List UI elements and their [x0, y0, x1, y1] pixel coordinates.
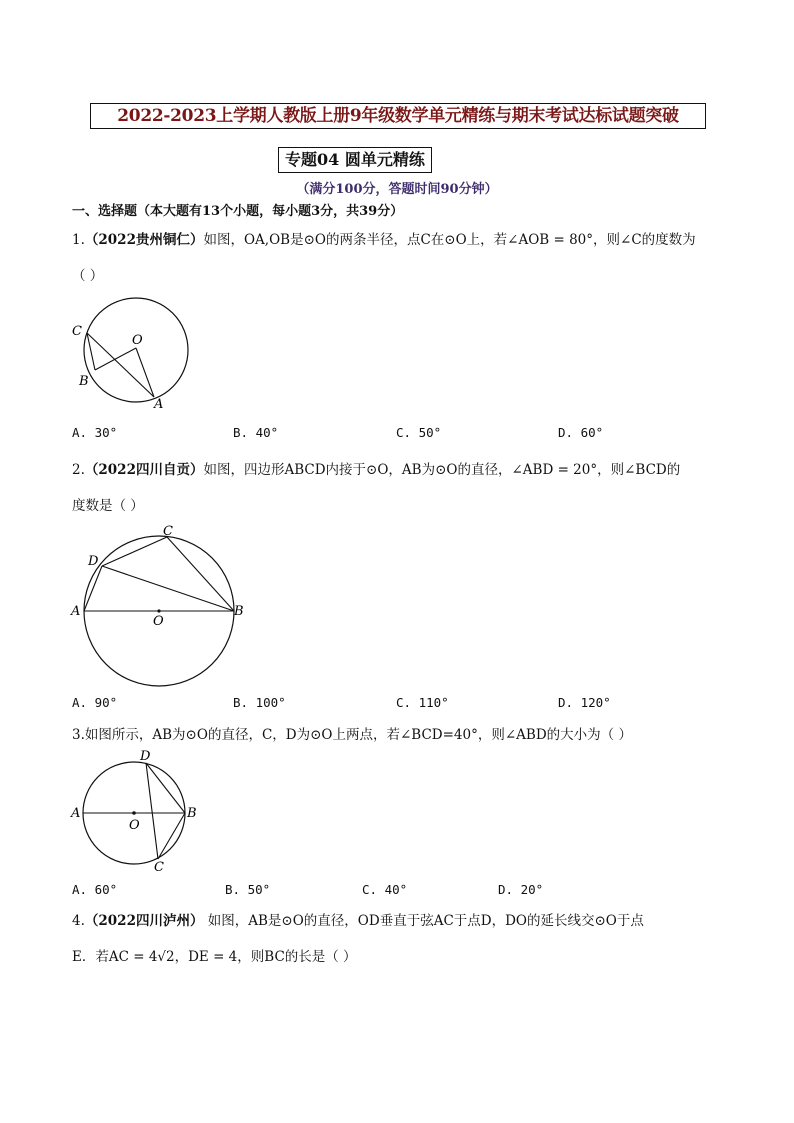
- label-a: A: [154, 397, 164, 411]
- chord-ca: [87, 333, 154, 397]
- q2-option-d[interactable]: D. 120°: [558, 695, 611, 710]
- label-o: O: [153, 614, 164, 629]
- question-number: 1.: [72, 232, 85, 248]
- question-text: 如图，AB是⊙O的直径，OD垂直于弦AC于点D，DO的延长线交⊙O于点: [203, 913, 644, 929]
- label-d: D: [88, 554, 99, 569]
- q3-option-a[interactable]: A. 60°: [72, 882, 118, 897]
- q1-option-b[interactable]: B. 40°: [233, 425, 279, 440]
- question-1-line-1: [72, 231, 696, 249]
- label-d: D: [140, 749, 151, 764]
- q1-option-a[interactable]: A. 30°: [72, 425, 118, 440]
- question-source: （2022贵州铜仁）: [84, 232, 204, 248]
- radius-ob: [95, 348, 136, 370]
- label-c: C: [163, 524, 173, 539]
- q1-option-d[interactable]: D. 60°: [558, 425, 604, 440]
- center-point: [132, 811, 136, 815]
- question-source: （2022四川泸州）: [84, 913, 204, 929]
- exam-note: （满分100分，答题时间90分钟）: [296, 182, 498, 197]
- question-1-figure: [70, 296, 200, 411]
- label-a: A: [71, 604, 81, 619]
- question-number: 4.: [72, 913, 85, 929]
- q3-option-d[interactable]: D. 20°: [498, 882, 544, 897]
- question-4-line-1: [72, 912, 644, 930]
- question-text: 如图所示，AB为⊙O的直径，C，D为⊙O上两点，若∠BCD=40°，则∠ABD的大小为（ ）: [84, 727, 632, 743]
- document-subtitle: 专题04 圆单元精练: [278, 147, 432, 173]
- question-text: 如图，OA,OB是⊙O的两条半径，点C在⊙O上，若∠AOB = 80°，则∠C的度数为: [203, 232, 696, 248]
- q1-option-c[interactable]: C. 50°: [396, 425, 442, 440]
- question-2-figure: [68, 520, 253, 690]
- label-o: O: [132, 333, 143, 348]
- center-point: [157, 609, 160, 612]
- document-main-title: 2022-2023上学期人教版上册9年级数学单元精练与期末考试达标试题突破: [90, 103, 706, 129]
- question-4-line-2: E．若AC = 4√2，DE = 4，则BC的长是（ ）: [72, 949, 357, 965]
- q2-option-a[interactable]: A. 90°: [72, 695, 118, 710]
- circle-o: [84, 298, 188, 402]
- question-3-line-1: [72, 726, 632, 744]
- label-b: B: [187, 806, 197, 821]
- question-1-line-2: （ ）: [72, 268, 104, 284]
- radius-oa: [136, 348, 154, 397]
- label-a: A: [71, 806, 81, 821]
- question-source: （2022四川自贡）: [84, 462, 204, 478]
- q3-option-c[interactable]: C. 40°: [362, 882, 408, 897]
- q2-option-c[interactable]: C. 110°: [396, 695, 449, 710]
- label-b: B: [79, 374, 89, 389]
- q2-option-b[interactable]: B. 100°: [233, 695, 286, 710]
- question-text: 如图，四边形ABCD内接于⊙O，AB为⊙O的直径，∠ABD = 20°，则∠BCD的: [203, 462, 681, 478]
- section-title: 一、选择题（本大题有13个小题，每小题3分，共39分）: [72, 204, 404, 219]
- question-number: 3.: [72, 727, 85, 743]
- question-3-figure: [68, 745, 203, 875]
- label-c: C: [72, 324, 82, 339]
- question-number: 2.: [72, 462, 85, 478]
- label-b: B: [234, 604, 244, 619]
- label-c: C: [154, 860, 164, 875]
- chord-ad: [84, 566, 102, 611]
- chord-cb: [158, 813, 185, 859]
- label-o: O: [129, 818, 140, 833]
- question-2-line-2: 度数是（ ）: [72, 498, 144, 514]
- chord-dc: [102, 537, 167, 566]
- chord-cb: [87, 333, 95, 370]
- q3-option-b[interactable]: B. 50°: [225, 882, 271, 897]
- question-2-line-1: [72, 461, 680, 479]
- chord-dc: [146, 763, 158, 859]
